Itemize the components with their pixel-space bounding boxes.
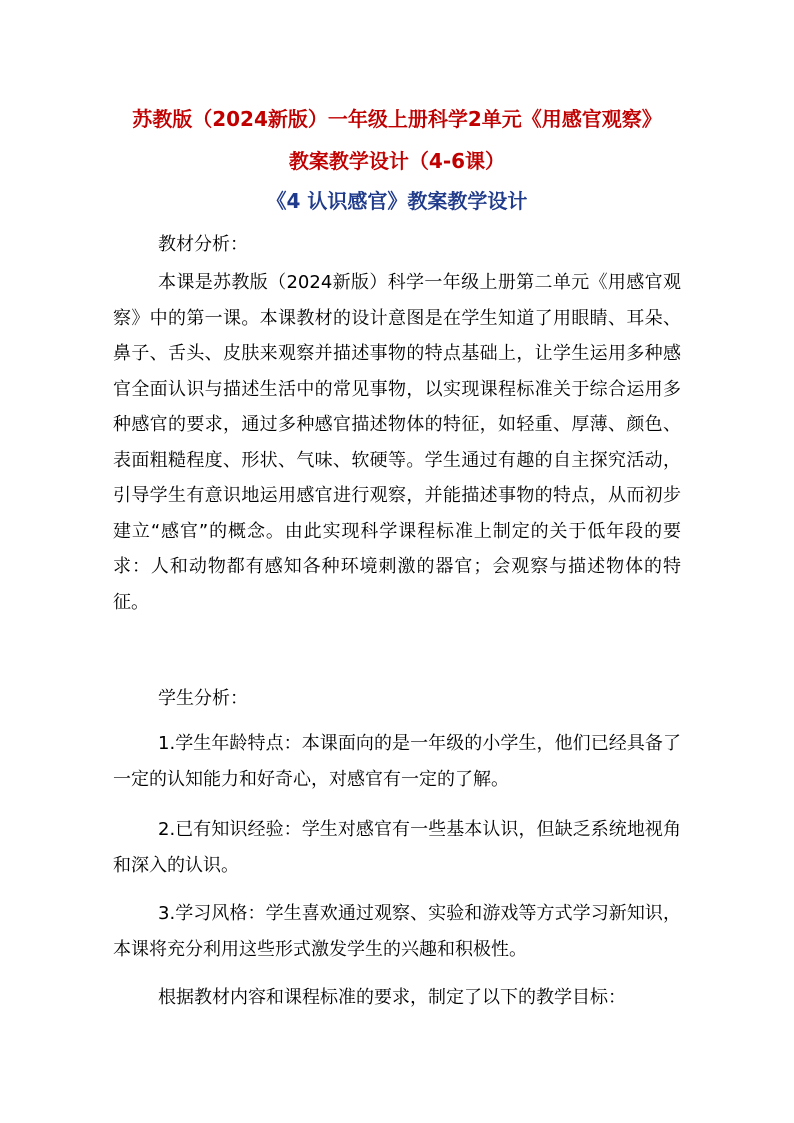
- paragraph-closing: 根据教材内容和课程标准的要求，制定了以下的教学目标：: [158, 987, 626, 1008]
- section-heading-student-analysis: 学生分析：: [158, 688, 248, 709]
- student-analysis-point-1: 1.学生年龄特点：本课面向的是一年级的小学生，他们已经具备了一定的认知能力和好奇心，对感官有一定的了解。: [113, 733, 681, 790]
- student-analysis-point-3: 3.学习风格：学生喜欢通过观察、实验和游戏等方式学习新知识，本课将充分利用这些形式激发学生的兴趣和积极性。: [113, 903, 681, 960]
- student-analysis-point-2: 2.已有知识经验：学生对感官有一些基本认识，但缺乏系统地视角和深入的认识。: [113, 819, 681, 876]
- lesson-title: 《4 认识感官》教案教学设计: [266, 189, 528, 213]
- document-title-line-2: 教案教学设计（4-6课）: [288, 149, 506, 173]
- document-title-line-1: 苏教版（2024新版）一年级上册科学2单元《用感官观察》: [132, 107, 662, 131]
- section-heading-textbook-analysis: 教材分析：: [158, 234, 248, 255]
- paragraph-textbook-analysis: 本课是苏教版（2024新版）科学一年级上册第二单元《用感官观察》中的第一课。本课教材的设计意图是在学生知道了用眼睛、耳朵、鼻子、舌头、皮肤来观察并描述事物的特点基础上，让学生运用多种感官全面认识与描述生活中的常见事物，以实现课程标准关于综合运用多种感官的要求，通过多种感官描述物体的特征，如轻重、厚薄、颜色、表面粗糙程度、形状、气味、软硬等。学生通过有趣的自主探究活动，引导学生有意识地运用感官进行观察，并能描述事物的特点，从而初步建立“感官”的概念。由此实现科学课程标准上制定的关于低年段的要求：人和动物都有感知各种环境刺激的器官；会观察与描述物体的特征。: [113, 272, 681, 613]
